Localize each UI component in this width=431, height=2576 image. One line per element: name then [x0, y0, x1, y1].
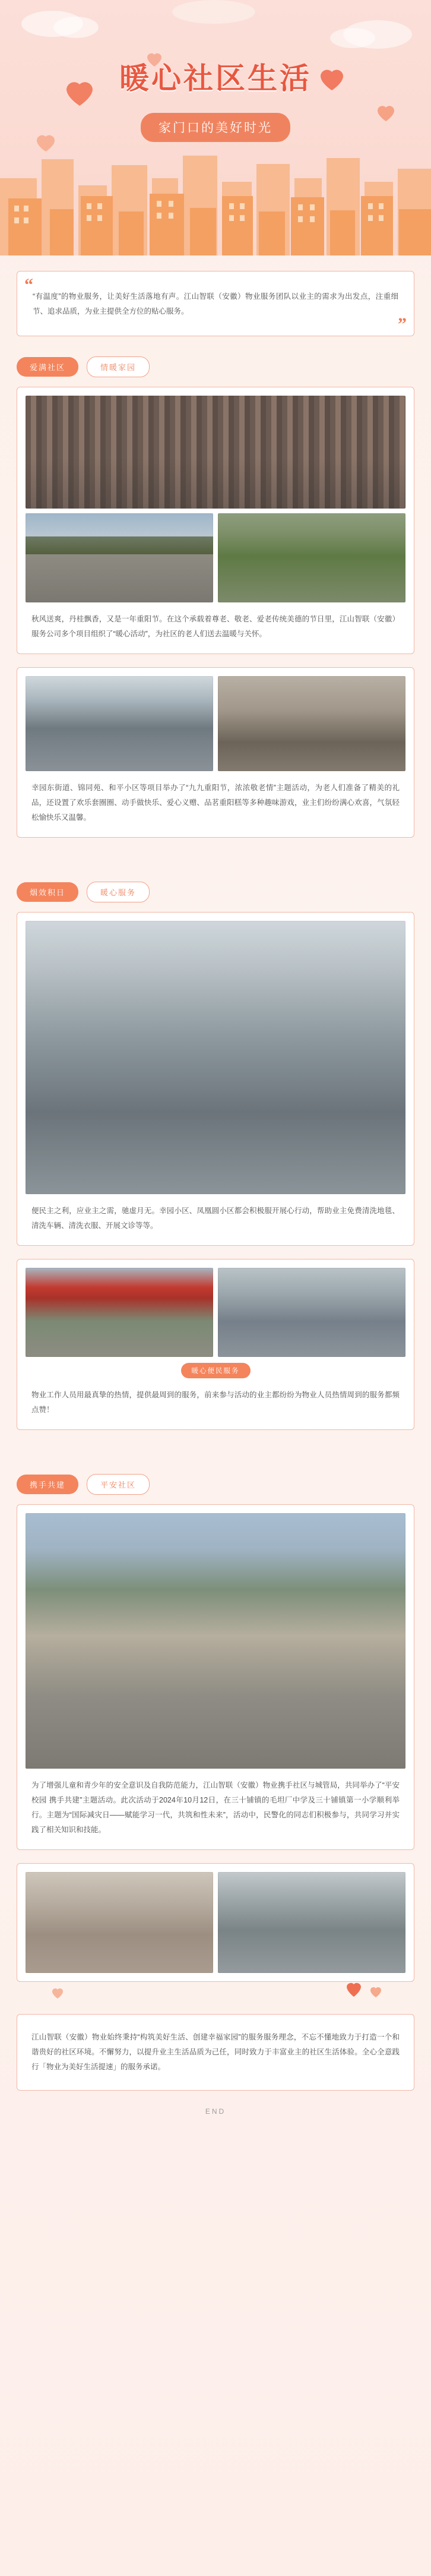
section-2-text-2: 物业工作人员用最真挚的热情，提供最周到的服务，前来参与活动的业主都纷纷为物业人员热情周到的服务都频点赞！	[31, 1391, 400, 1414]
tab-section-2-secondary[interactable]: 暖心服务	[87, 882, 150, 902]
quote-open-icon: “	[24, 275, 33, 295]
photo-registration-desk	[218, 676, 405, 771]
footer-note	[17, 2014, 414, 2091]
photo-row-1	[26, 513, 405, 602]
section-2-block-1	[17, 912, 414, 1246]
spacer	[0, 838, 431, 861]
quote-close-icon: ”	[398, 314, 407, 334]
section-1-text-1: 秋风送爽，丹桂飘香，又是一年重阳节。在这个承载着尊老、敬老、爱老传统美德的节日里，江山智联（安徽）服务公司多个项目组织了“暖心活动”，为社区的老人们送去温暖与关怀。	[31, 615, 400, 638]
page-subtitle: 家门口的美好时光	[141, 113, 290, 142]
photo-service-event	[26, 921, 405, 1194]
section-3-block-1	[17, 1504, 414, 1850]
photo-row-4	[26, 1872, 405, 1973]
end-label: END	[205, 2107, 226, 2116]
photo-community-banner	[26, 396, 405, 509]
photo-exhibition-board	[218, 1872, 405, 1973]
photo-safety-event	[26, 1513, 405, 1769]
photo-row-3	[26, 1268, 405, 1357]
section-2-block-2	[17, 1259, 414, 1430]
photo-red-tent-service	[26, 1268, 213, 1357]
section-1-text-2: 幸园东街道、锦同苑、和平小区等项目举办了“九九重阳节，浓浓敬老情”主题活动，为老人们准备了精美的礼品，还设置了欢乐套圈圈、动手做快乐、爱心义赠、品茗重阳糕等多种趣味游戏，业主们纷纷满心欢喜，气氛轻松愉快乐又温馨。	[31, 784, 400, 822]
tab-section-1-primary[interactable]: 爱满社区	[17, 357, 78, 377]
section-3-tabs	[17, 1474, 414, 1495]
section-1-tabs	[17, 356, 414, 377]
heart-cluster-icon	[17, 1982, 414, 2000]
section-2-text-1: 便民主之利，应业主之需，驰虚月无。幸园小区、凤凰圆小区都会积极服开展心行动，帮助业主免费清洗地毯、清洗车辆、清洗衣服、开展文诊等等。	[31, 1207, 400, 1230]
photo-haircut-service	[26, 676, 213, 771]
photo-children-activity	[26, 1872, 213, 1973]
photo-equipment-cleaning	[218, 1268, 405, 1357]
page-title: 暖心社区生活	[119, 62, 312, 95]
section-2-tabs	[17, 882, 414, 902]
tab-section-3-primary[interactable]: 携手共建	[17, 1475, 78, 1494]
decorative-hearts	[17, 1982, 414, 2000]
section-3-block-2	[17, 1863, 414, 1982]
section-3-text-1: 为了增强儿童和青少年的安全意识及自我防范能力，江山智联（安徽）物业携手社区与城管局，共同举办了“平安校园 携手共建”主题活动。此次活动于2024年10月12日，在三十铺镇的毛坦厂中学及三十铺镇第一小学顺利举行。主题为“国际减灾日——赋能学习一代，共筑和性未来”，活动中，民警化的同志们积极参与，共同学习并实践了相关知识和技能。	[31, 1781, 400, 1834]
tab-section-2-primary[interactable]: 烟效积日	[17, 882, 78, 902]
tab-section-1-secondary[interactable]: 情暖家园	[87, 356, 150, 377]
photo-row-2	[26, 676, 405, 771]
intro-quote-box	[17, 271, 414, 336]
photo-caption-service: 暖心便民服务	[181, 1363, 251, 1378]
photo-street-activity	[26, 513, 213, 602]
section-1-block-1	[17, 387, 414, 654]
tab-section-3-secondary[interactable]: 平安社区	[87, 1474, 150, 1495]
section-1-block-2	[17, 667, 414, 838]
caption-wrap-1	[26, 1357, 405, 1378]
footer-text: 江山智联（安徽）物业始终秉持“构筑美好生活、创建幸福家园”的服务服务理念，不忘不懂地致力于打造一个和谐贵好的社区环境。不懈努力，以提升业主生活品质为己任，同时致力于丰富业主的社区生活体验。全心全意践行「物业为美好生活提速」的服务承诺。	[31, 2033, 400, 2071]
intro-text: “有温度”的物业服务，让美好生活落地有声。江山智联（安徽）物业服务团队以业主的需求为出发点，注重细节、追求品质，为业主提供全方位的贴心服务。	[33, 292, 398, 315]
spacer	[0, 1430, 431, 1454]
photo-outdoor-table	[218, 513, 405, 602]
hero-banner	[0, 0, 431, 255]
